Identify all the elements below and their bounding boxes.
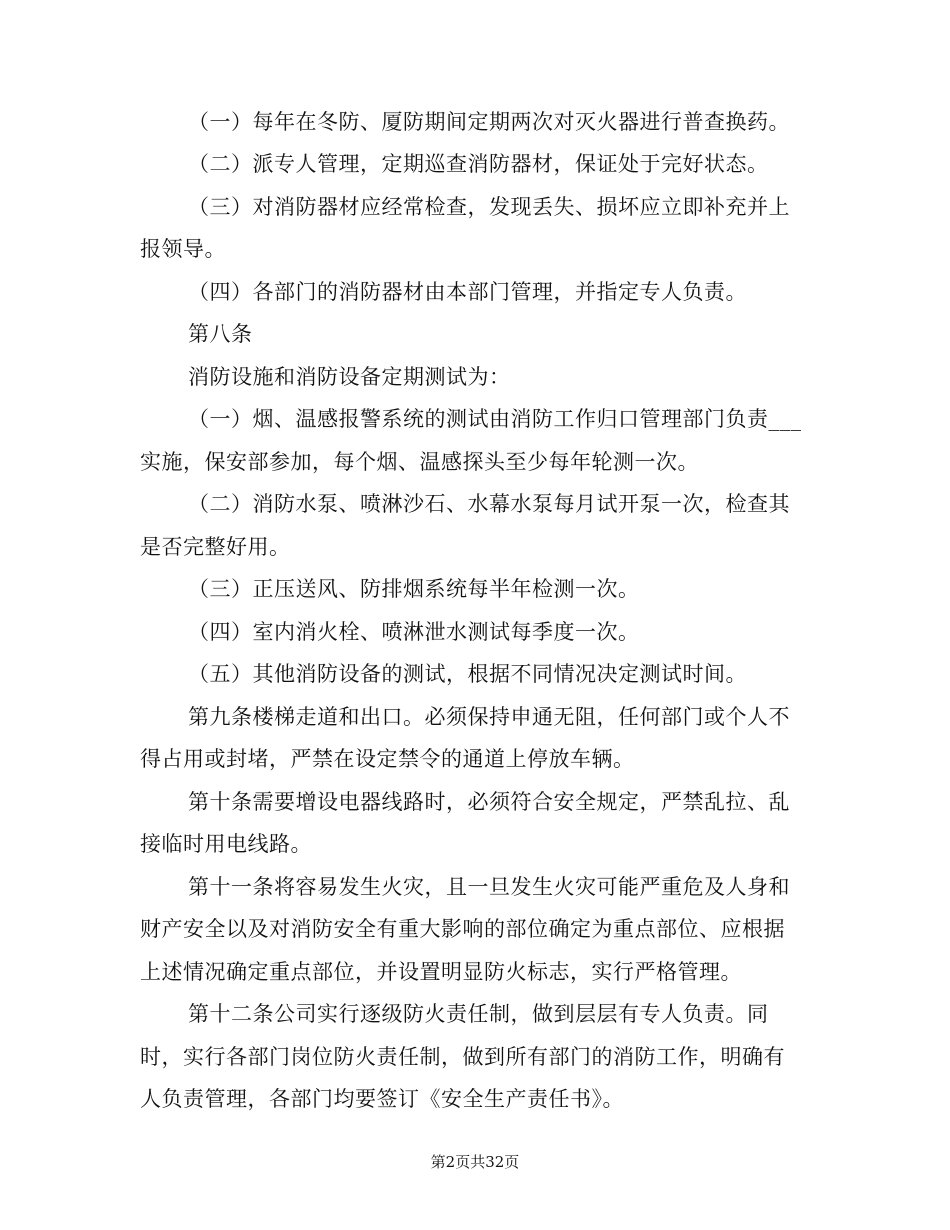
paragraph-line: （一）每年在冬防、厦防期间定期两次对灭火器进行普查换药。 [188,110,790,134]
paragraph-line: 得占用或封堵，严禁在设定禁令的通道上停放车辆。 [140,747,635,771]
paragraph-line: 上述情况确定重点部位，并设置明显防火标志，实行严格管理。 [140,960,742,984]
paragraph-line: 人负责管理，各部门均要签订《安全生产责任书》。 [140,1087,624,1111]
paragraph-line: 第十一条将容易发生火灾，且一旦发生火灾可能严重危及人身和 [188,875,790,899]
paragraph-line: 实施，保安部参加，每个烟、温感探头至少每年轮测一次。 [140,450,699,474]
paragraph-line: （四）各部门的消防器材由本部门管理，并指定专人负责。 [188,280,747,304]
paragraph-line: （二）消防水泵、喷淋沙石、水幕水泵每月试开泵一次，检查其 [188,492,790,516]
paragraph-line: （四）室内消火栓、喷淋泄水测试每季度一次。 [188,620,640,644]
paragraph-line: 是否完整好用。 [140,535,291,559]
article-heading: 第八条 [188,322,253,346]
paragraph-line: 第九条楼梯走道和出口。必须保持申通无阻，任何部门或个人不 [188,705,790,729]
paragraph-line: 财产安全以及对消防安全有重大影响的部位确定为重点部位、应根据 [140,917,785,941]
page-number-footer: 第2页共32页 [430,1153,520,1171]
paragraph-line: 报领导。 [140,237,226,261]
paragraph-line: （五）其他消防设备的测试，根据不同情况决定测试时间。 [188,662,747,686]
paragraph-line: （二）派专人管理，定期巡查消防器材，保证处于完好状态。 [188,152,769,176]
paragraph-line: 第十条需要增设电器线路时，必须符合安全规定，严禁乱拉、乱 [188,790,790,814]
paragraph-line: 消防设施和消防设备定期测试为： [188,365,511,389]
paragraph-line: 时，实行各部门岗位防火责任制，做到所有部门的消防工作，明确有 [140,1045,785,1069]
paragraph-line: 接临时用电线路。 [140,832,312,856]
paragraph-line: （三）对消防器材应经常检查，发现丢失、损坏应立即补充并上 [188,195,790,219]
paragraph-line: 第十二条公司实行逐级防火责任制，做到层层有专人负责。同 [188,1002,769,1026]
paragraph-line: （三）正压送风、防排烟系统每半年检测一次。 [188,577,640,601]
paragraph-line: （一）烟、温感报警系统的测试由消防工作归口管理部门负责___ [188,407,802,431]
